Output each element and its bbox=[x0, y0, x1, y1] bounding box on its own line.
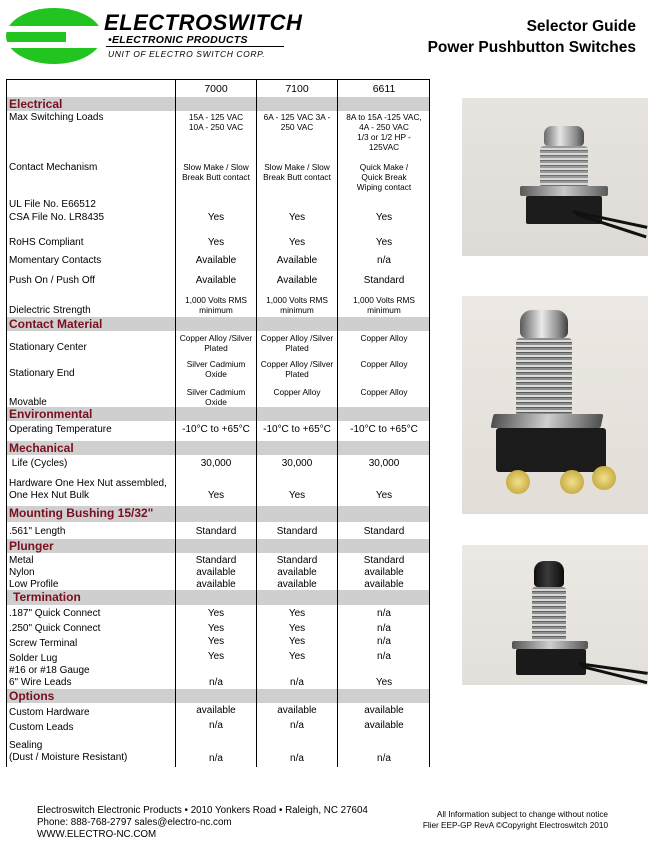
value-qc-187-6611: n/a bbox=[377, 608, 391, 619]
value-contact-mechanism-7100: Slow Make / Slow Break Butt contact bbox=[263, 162, 331, 182]
page-title bbox=[428, 16, 636, 58]
value-stationary-end-6611: Copper Alloy bbox=[360, 359, 408, 369]
value-custom-hardware-7100: available bbox=[277, 705, 317, 716]
value-max-switching-7000: 15A - 125 VAC 10A - 250 VAC bbox=[188, 112, 244, 132]
value-movable-7100: Copper Alloy bbox=[273, 387, 321, 397]
row-label-nylon: Nylon bbox=[9, 567, 35, 578]
row-label-life: Life (Cycles) bbox=[9, 458, 68, 469]
value-low-profile-7000: available bbox=[196, 579, 236, 590]
value-qc-187-7000: Yes bbox=[207, 608, 225, 619]
value-solder-lug-7100: Yes bbox=[288, 651, 306, 662]
value-qc-250-7000: Yes bbox=[207, 623, 225, 634]
product-photo-black-plunger-leads bbox=[462, 545, 648, 685]
row-label-hardware: Hardware One Hex Nut assembled, One Hex Nut Bulk bbox=[9, 478, 167, 501]
row-label-qc-187: .187" Quick Connect bbox=[9, 608, 101, 619]
value-wire-leads-7100: n/a bbox=[290, 677, 304, 688]
column-header-7000: 7000 bbox=[204, 83, 228, 95]
value-hardware-7100: Yes bbox=[288, 490, 306, 501]
product-photo-metal-plunger-leads bbox=[462, 98, 648, 256]
brand-name: ELECTROSWITCH bbox=[104, 10, 303, 35]
section-plunger: Plunger bbox=[7, 539, 429, 553]
value-contact-mechanism-7000: Slow Make / Slow Break Butt contact bbox=[182, 162, 250, 182]
value-push-on-off-7000: Available bbox=[195, 275, 237, 286]
section-contact-material: Contact Material bbox=[7, 317, 429, 331]
value-momentary-7100: Available bbox=[276, 255, 318, 266]
value-csa-6611: Yes bbox=[375, 212, 393, 223]
value-csa-7000: Yes bbox=[207, 212, 225, 223]
value-rohs-7100: Yes bbox=[288, 237, 306, 248]
section-termination: Termination bbox=[7, 590, 429, 605]
footer-notice: All Information subject to change without notice bbox=[436, 810, 608, 819]
section-options: Options bbox=[7, 689, 429, 703]
value-custom-hardware-7000: available bbox=[196, 705, 236, 716]
value-screw-terminal-7000: Yes bbox=[207, 636, 225, 647]
value-low-profile-6611: available bbox=[364, 579, 404, 590]
value-operating-temp-7100: -10°C to +65°C bbox=[263, 424, 331, 435]
value-hardware-7000: Yes bbox=[207, 490, 225, 501]
row-label-stationary-end: Stationary End bbox=[9, 368, 75, 379]
value-solder-lug-7000: Yes bbox=[207, 651, 225, 662]
value-custom-leads-6611: available bbox=[364, 720, 404, 731]
value-operating-temp-7000: -10°C to +65°C bbox=[182, 424, 250, 435]
column-header-6611: 6611 bbox=[372, 83, 396, 95]
row-label-push-on-off: Push On / Push Off bbox=[9, 275, 95, 286]
value-life-7000: 30,000 bbox=[200, 458, 232, 469]
value-csa-7100: Yes bbox=[288, 212, 306, 223]
value-length-7100: Standard bbox=[276, 526, 318, 537]
value-custom-leads-7000: n/a bbox=[209, 720, 223, 731]
value-solder-lug-6611: n/a bbox=[377, 651, 391, 662]
footer-phone: Phone: 888-768-2797 sales@electro-nc.com bbox=[37, 817, 232, 828]
value-operating-temp-6611: -10°C to +65°C bbox=[350, 424, 418, 435]
value-wire-leads-7000: n/a bbox=[209, 677, 223, 688]
value-qc-187-7100: Yes bbox=[288, 608, 306, 619]
value-rohs-6611: Yes bbox=[375, 237, 393, 248]
column-divider bbox=[175, 79, 176, 767]
value-screw-terminal-6611: n/a bbox=[377, 636, 391, 647]
value-dielectric-7100: 1,000 Volts RMS minimum bbox=[266, 295, 328, 315]
footer-address: Electroswitch Electronic Products • 2010 Yonkers Road • Raleigh, NC 27604 bbox=[37, 805, 368, 816]
row-label-csa-file: CSA File No. LR8435 bbox=[9, 212, 105, 223]
row-label-movable: Movable bbox=[9, 397, 47, 408]
value-qc-250-7100: Yes bbox=[288, 623, 306, 634]
row-label-contact-mechanism: Contact Mechanism bbox=[9, 162, 98, 173]
brand-subtitle: •ELECTRONIC PRODUCTS bbox=[108, 34, 248, 46]
value-metal-6611: Standard bbox=[363, 555, 405, 566]
value-rohs-7000: Yes bbox=[207, 237, 225, 248]
product-photo-metal-plunger-screw-terminals bbox=[462, 296, 648, 514]
value-sealing-7000: n/a bbox=[209, 753, 223, 764]
value-nylon-6611: available bbox=[364, 567, 404, 578]
row-label-screw-terminal: Screw Terminal bbox=[9, 638, 78, 649]
value-life-6611: 30,000 bbox=[368, 458, 400, 469]
value-stationary-center-6611: Copper Alloy bbox=[360, 333, 408, 343]
value-metal-7100: Standard bbox=[276, 555, 318, 566]
value-custom-leads-7100: n/a bbox=[290, 720, 304, 731]
value-push-on-off-6611: Standard bbox=[363, 275, 405, 286]
value-stationary-center-7100: Copper Alloy /Silver Plated bbox=[260, 333, 334, 353]
row-label-solder-lug: Solder Lug bbox=[9, 653, 58, 664]
section-mounting-bushing: Mounting Bushing 15/32" bbox=[7, 506, 429, 522]
row-label-sealing: Sealing (Dust / Moisture Resistant) bbox=[9, 740, 128, 763]
column-header-7100: 7100 bbox=[285, 83, 309, 95]
value-nylon-7000: available bbox=[196, 567, 236, 578]
value-dielectric-7000: 1,000 Volts RMS minimum bbox=[185, 295, 247, 315]
section-mechanical: Mechanical bbox=[7, 441, 429, 455]
title-line-2: Power Pushbutton Switches bbox=[427, 39, 636, 56]
title-line-1: Selector Guide bbox=[526, 18, 636, 35]
value-max-switching-6611: 8A to 15A -125 VAC, 4A - 250 VAC 1/3 or 1/2 HP - 125VAC bbox=[346, 112, 422, 152]
value-stationary-center-7000: Copper Alloy /Silver Plated bbox=[179, 333, 253, 353]
value-movable-6611: Copper Alloy bbox=[360, 387, 408, 397]
value-sealing-7100: n/a bbox=[290, 753, 304, 764]
row-label-ul-file: UL File No. E66512 bbox=[9, 199, 96, 210]
brand-unit: UNIT OF ELECTRO SWITCH CORP. bbox=[108, 49, 266, 59]
value-stationary-end-7100: Copper Alloy /Silver Plated bbox=[260, 359, 334, 379]
value-sealing-6611: n/a bbox=[377, 753, 391, 764]
value-length-6611: Standard bbox=[363, 526, 405, 537]
value-metal-7000: Standard bbox=[195, 555, 237, 566]
row-label-dielectric: Dielectric Strength bbox=[9, 305, 91, 316]
table-top-border bbox=[6, 79, 430, 80]
logo-emblem bbox=[6, 8, 102, 64]
value-nylon-7100: available bbox=[277, 567, 317, 578]
footer-flier: Flier EEP-GP RevA ©Copyright Electroswitch 2010 bbox=[422, 821, 608, 830]
value-contact-mechanism-6611: Quick Make / Quick Break Wiping contact bbox=[356, 162, 412, 192]
value-push-on-off-7100: Available bbox=[276, 275, 318, 286]
value-wire-leads-6611: Yes bbox=[375, 677, 393, 688]
row-label-max-switching: Max Switching Loads bbox=[9, 112, 104, 123]
value-hardware-6611: Yes bbox=[375, 490, 393, 501]
value-max-switching-7100: 6A - 125 VAC 3A - 250 VAC bbox=[263, 112, 331, 132]
row-label-rohs: RoHS Compliant bbox=[9, 237, 84, 248]
value-stationary-end-7000: Silver Cadmium Oxide bbox=[186, 359, 246, 379]
row-label-wire-leads: #16 or #18 Gauge 6" Wire Leads bbox=[9, 665, 90, 688]
row-label-custom-leads: Custom Leads bbox=[9, 722, 74, 733]
row-label-custom-hardware: Custom Hardware bbox=[9, 707, 90, 718]
logo-divider bbox=[106, 46, 284, 47]
value-qc-250-6611: n/a bbox=[377, 623, 391, 634]
value-screw-terminal-7100: Yes bbox=[288, 636, 306, 647]
spec-table bbox=[6, 79, 430, 767]
row-label-qc-250: .250" Quick Connect bbox=[9, 623, 101, 634]
value-low-profile-7100: available bbox=[277, 579, 317, 590]
column-divider bbox=[256, 79, 257, 767]
footer-website: WWW.ELECTRO-NC.COM bbox=[37, 829, 157, 840]
value-momentary-7000: Available bbox=[195, 255, 237, 266]
value-movable-7000: Silver Cadmium Oxide bbox=[186, 387, 246, 407]
section-environmental: Environmental bbox=[7, 407, 429, 421]
row-label-metal: Metal bbox=[9, 555, 34, 566]
value-momentary-6611: n/a bbox=[377, 255, 391, 266]
row-label-momentary: Momentary Contacts bbox=[9, 255, 102, 266]
value-dielectric-6611: 1,000 Volts RMS minimum bbox=[353, 295, 415, 315]
value-length-7000: Standard bbox=[195, 526, 237, 537]
column-divider bbox=[337, 79, 338, 767]
row-label-operating-temp: Operating Temperature bbox=[9, 424, 112, 435]
value-life-7100: 30,000 bbox=[281, 458, 313, 469]
value-custom-hardware-6611: available bbox=[364, 705, 404, 716]
row-label-length: .561" Length bbox=[9, 526, 66, 537]
row-label-low-profile: Low Profile bbox=[9, 579, 59, 590]
row-label-stationary-center: Stationary Center bbox=[9, 342, 87, 353]
section-electrical: Electrical bbox=[7, 97, 429, 111]
